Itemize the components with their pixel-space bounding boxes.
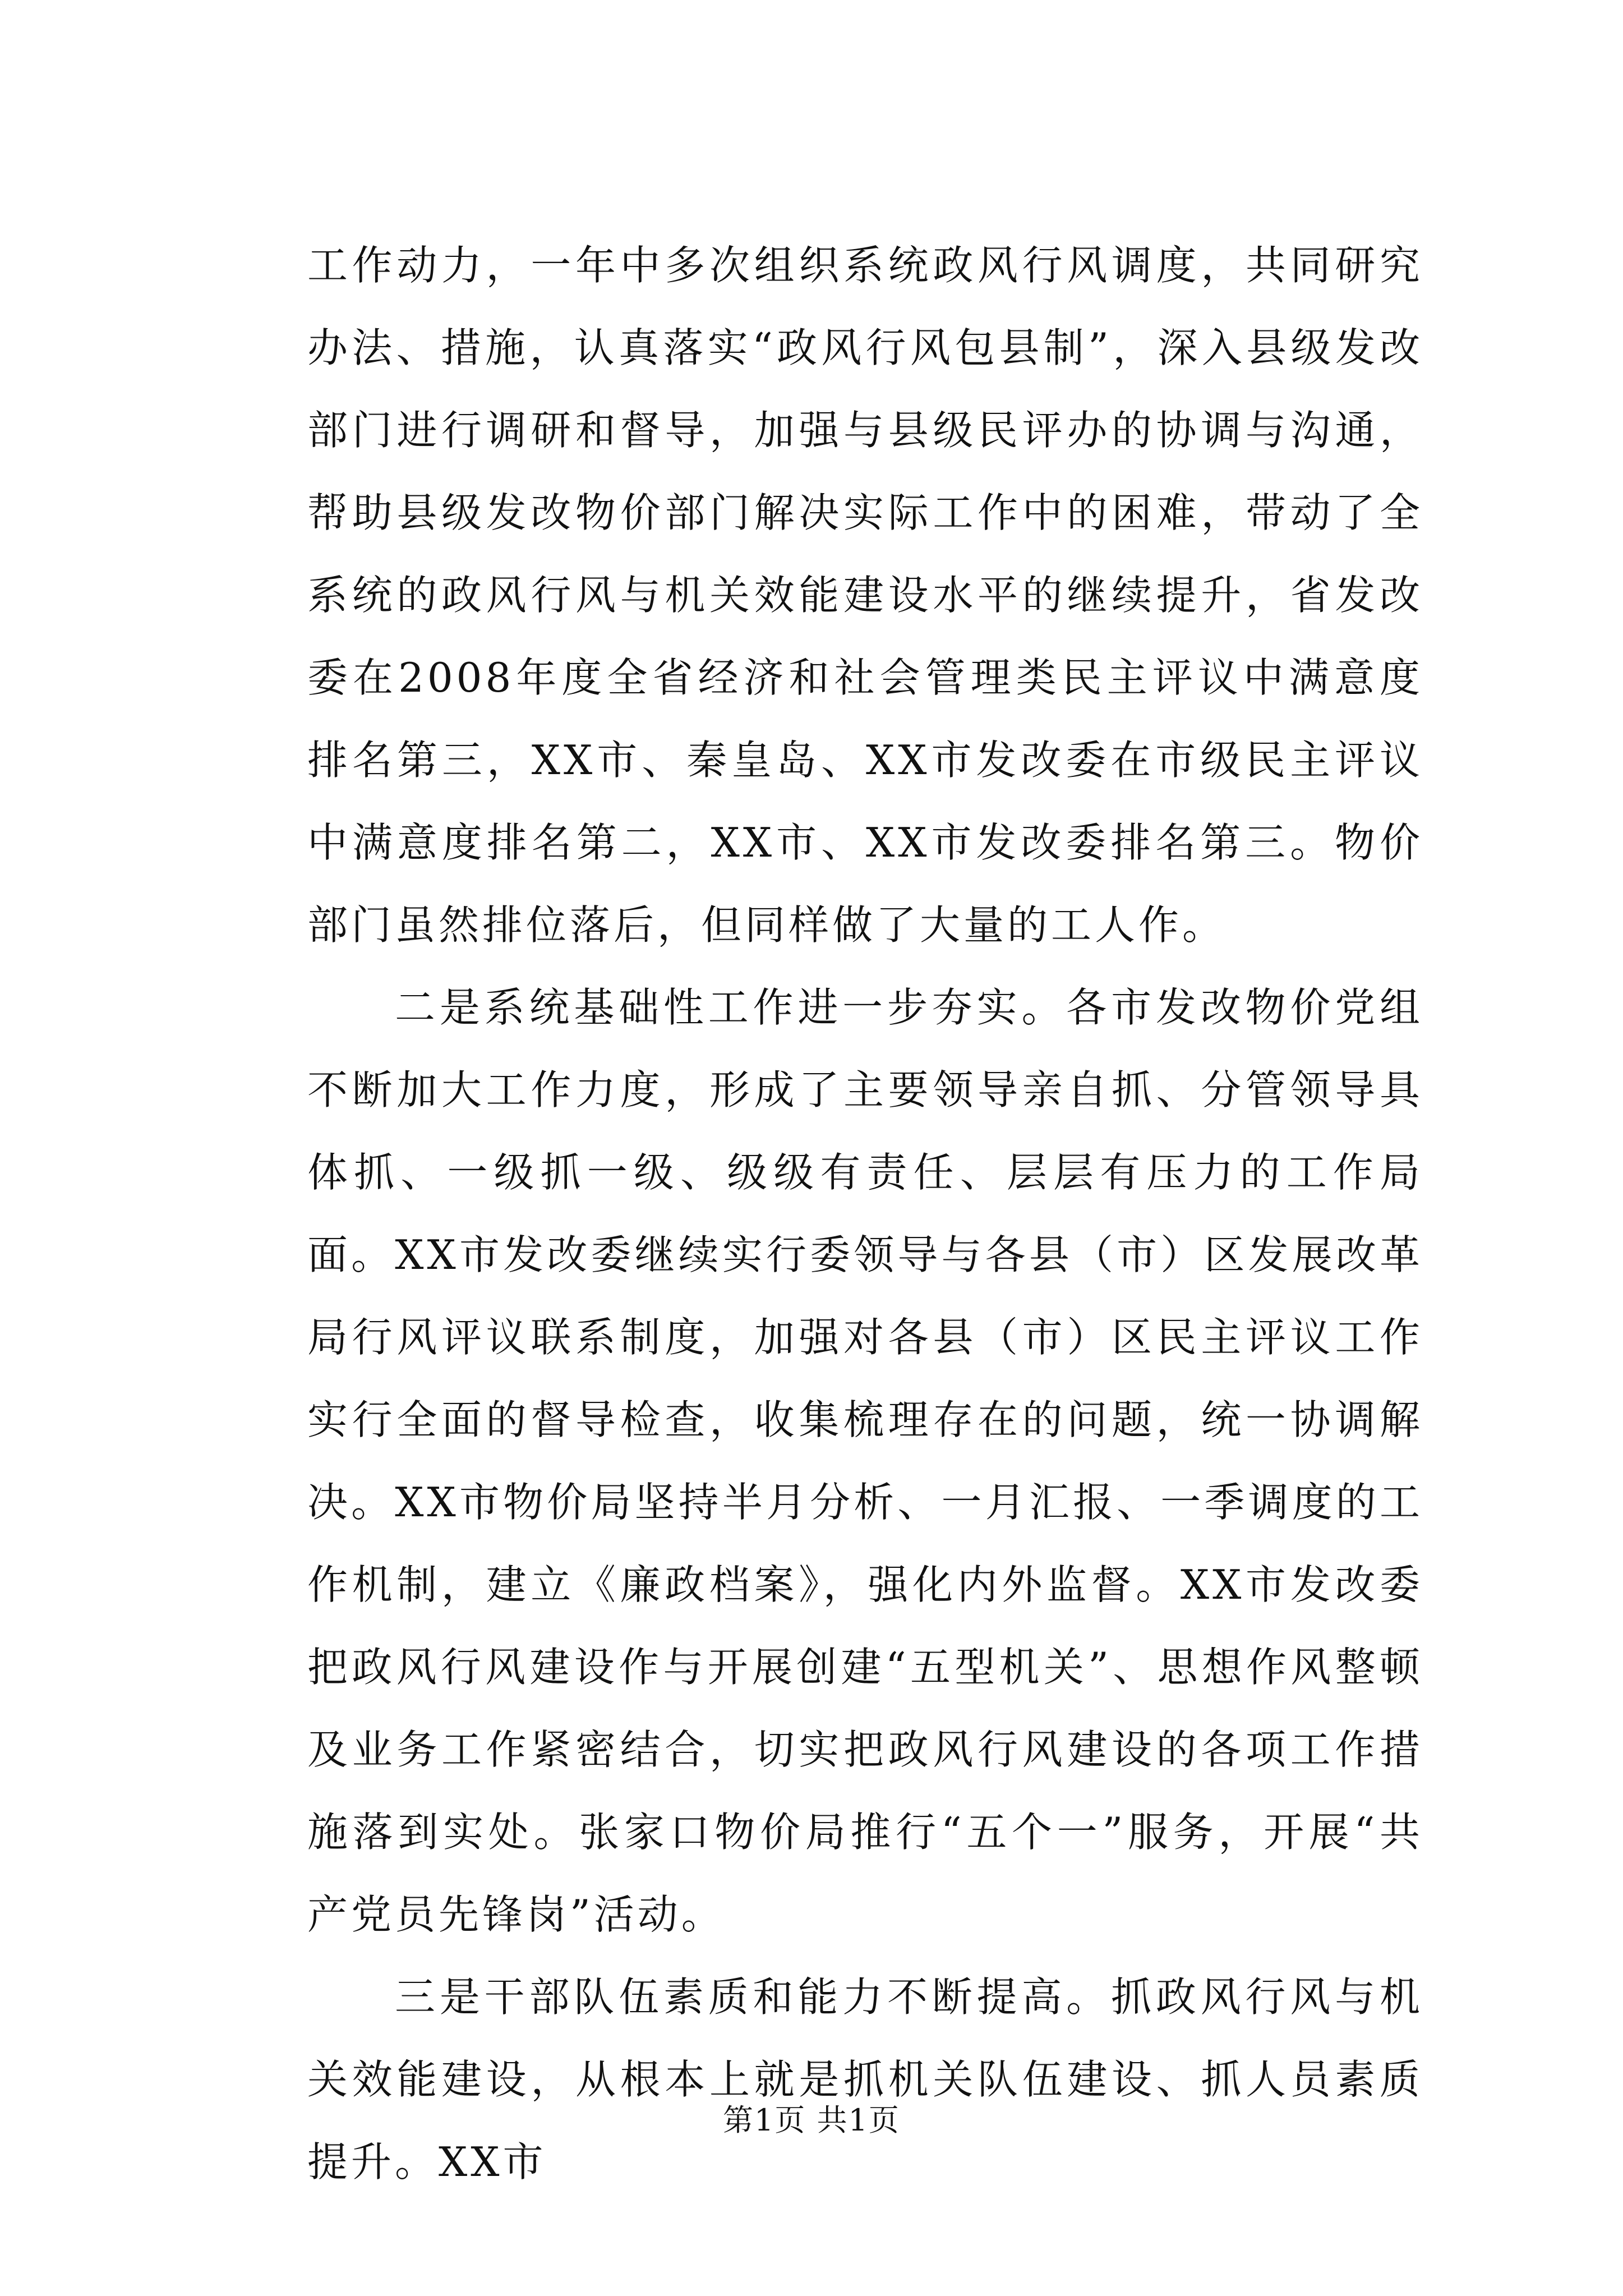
paragraph-point-two: 二是系统基础性工作进一步夯实。各市发改物价党组不断加大工作力度，形成了主要领导亲自抓、分管领导具体抓、一级抓一级、级级有责任、层层有压力的工作局面。XX市发改委继续实行委领导与各县（市）区发展改革局行风评议联系制度，加强对各县（市）区民主评议工作实行全面的督导检查，收集梳理存在的问题，统一协调解决。XX市物价局坚持半月分析、一月汇报、一季调度的工作机制，建立《廉政档案》，强化内外监督。XX市发改委把政风行风建设作与开展创建“五型机关”、思想作风整顿及业务工作紧密结合，切实把政风行风建设的各项工作措施落到实处。张家口物价局推行“五个一”服务，开展“共产党员先锋岗”活动。 (307, 984, 1423, 1938)
paragraph-point-three: 三是干部队伍素质和能力不断提高。抓政风行风与机关效能建设，从根本上就是抓机关队伍建设、抓人员素质提升。XX市 (307, 1973, 1423, 2185)
paragraph-continued: 工作动力，一年中多次组织系统政风行风调度，共同研究办法、措施，认真落实“政风行风包县制”，深入县级发改部门进行调研和督导，加强与县级民评办的协调与沟通，帮助县级发改物价部门解决实际工作中的困难，带动了全系统的政风行风与机关效能建设水平的继续提升，省发改委在2008年度全省经济和社会管理类民主评议中满意度排名第三，XX市、秦皇岛、XX市发改委在市级民主评议中满意度排名第二，XX市、XX市发改委排名第三。物价部门虽然排位落后，但同样做了大量的工人作。 (307, 242, 1423, 949)
page-footer: 第1页 共1页 (723, 2102, 900, 2138)
document-body (307, 224, 1423, 2203)
